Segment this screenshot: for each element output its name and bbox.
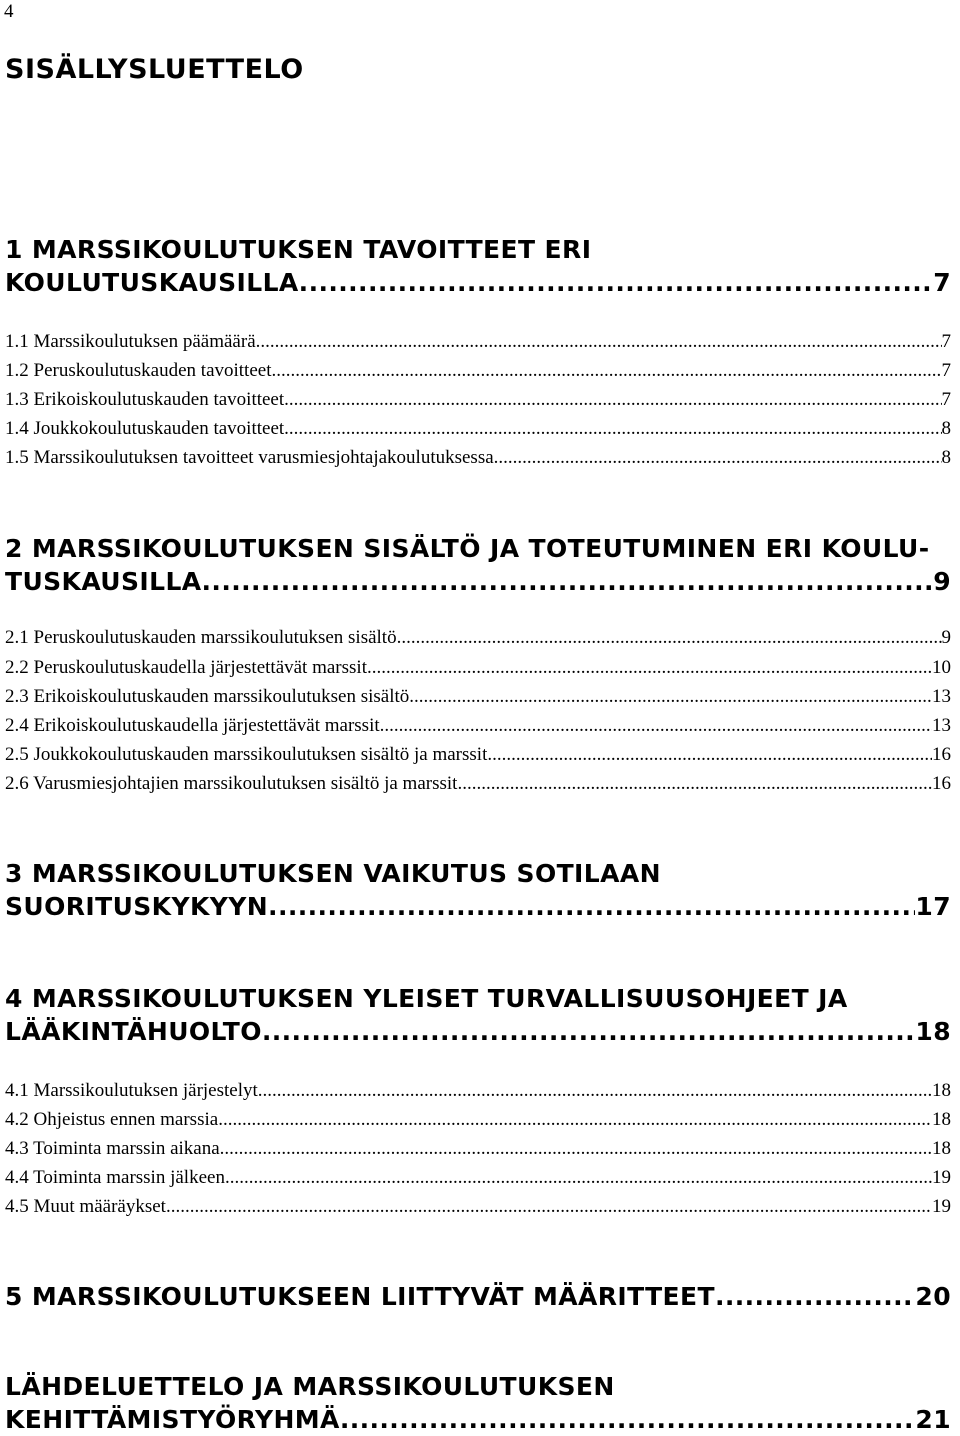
toc-entry-page: 18: [932, 1109, 951, 1130]
toc-entry-label: 2.6 Varusmiesjohtajien marssikoulutuksen sisältö ja marssit: [5, 773, 458, 794]
dot-leader: [202, 565, 934, 598]
toc-heading-1[interactable]: [5, 233, 951, 299]
dot-leader: [494, 446, 942, 470]
toc-entry-label: 1.2 Peruskoulutuskauden tavoitteet: [5, 360, 272, 381]
toc-entry-4-1[interactable]: [5, 1079, 951, 1103]
toc-heading-2-page: 9: [933, 567, 951, 596]
toc-entry-2-2[interactable]: [5, 656, 951, 680]
toc-heading-6-line1: LÄHDELUETTELO JA MARSSIKOULUTUKSEN: [5, 1372, 615, 1401]
toc-heading-2-label: TUSKAUSILLA: [5, 567, 202, 596]
toc-entry-2-5[interactable]: [5, 743, 951, 767]
dot-leader: [284, 388, 941, 412]
toc-entry-page: 19: [932, 1167, 951, 1188]
toc-entry-4-4[interactable]: [5, 1166, 951, 1190]
dot-leader: [284, 417, 941, 441]
toc-entry-4-5[interactable]: [5, 1195, 951, 1219]
toc-heading-4-line1: 4 MARSSIKOULUTUKSEN YLEISET TURVALLISUUSOHJEET JA: [5, 984, 848, 1013]
toc-entry-page: 8: [941, 418, 951, 439]
toc-entry-label: 1.4 Joukkokoulutuskauden tavoitteet: [5, 418, 285, 439]
dot-leader: [220, 1137, 932, 1161]
toc-entry-page: 13: [932, 715, 951, 736]
toc-heading-3-line1: 3 MARSSIKOULUTUKSEN VAIKUTUS SOTILAAN: [5, 859, 661, 888]
toc-heading-1-line2: [5, 266, 951, 299]
toc-entry-2-3[interactable]: [5, 685, 951, 709]
toc-heading-6-label: KEHITTÄMISTYÖRYHMÄ: [5, 1405, 340, 1434]
dot-leader: [218, 1108, 932, 1132]
toc-heading-4-label: LÄÄKINTÄHUOLTO: [5, 1017, 262, 1046]
toc-entry-page: 16: [932, 744, 951, 765]
dot-leader: [340, 1403, 916, 1436]
toc-entry-label: 1.3 Erikoiskoulutuskauden tavoitteet: [5, 389, 285, 410]
toc-heading-1-page: 7: [933, 268, 951, 297]
toc-entry-page: 18: [932, 1138, 951, 1159]
page-number: 4: [4, 1, 14, 22]
toc-entry-label: 4.1 Marssikoulutuksen järjestelyt: [5, 1080, 258, 1101]
dot-leader: [715, 1280, 915, 1313]
toc-heading-4-page: 18: [915, 1017, 951, 1046]
toc-heading-2-line2: [5, 565, 951, 598]
toc-entry-label: 2.2 Peruskoulutuskaudella järjestettävät marssit: [5, 657, 367, 678]
toc-entry-1-1[interactable]: [5, 330, 951, 354]
toc-entry-label: 2.5 Joukkokoulutuskauden marssikoulutuksen sisältö ja marssit: [5, 744, 488, 765]
toc-entry-label: 4.2 Ohjeistus ennen marssia: [5, 1109, 219, 1130]
dot-leader: [225, 1166, 932, 1190]
toc-entry-page: 18: [932, 1080, 951, 1101]
toc-heading-6-line2: [5, 1403, 951, 1436]
toc-entry-label: 2.1 Peruskoulutuskauden marssikoulutuksen sisältö: [5, 627, 397, 648]
toc-entry-2-1[interactable]: [5, 626, 951, 650]
toc-entry-1-2[interactable]: [5, 359, 951, 383]
dot-leader: [299, 266, 934, 299]
dot-leader: [271, 359, 941, 383]
dot-leader: [258, 1079, 932, 1103]
toc-entry-page: 16: [932, 773, 951, 794]
toc-entry-2-6[interactable]: [5, 772, 951, 796]
toc-heading-5-line1: [5, 1280, 951, 1313]
toc-entry-page: 8: [941, 447, 951, 468]
dot-leader: [380, 714, 932, 738]
toc-entry-label: 2.4 Erikoiskoulutuskaudella järjestettävät marssit: [5, 715, 380, 736]
toc-entry-label: 1.1 Marssikoulutuksen päämäärä: [5, 331, 256, 352]
toc-entry-page: 19: [932, 1196, 951, 1217]
dot-leader: [367, 656, 932, 680]
toc-entry-label: 2.3 Erikoiskoulutuskauden marssikoulutuksen sisältö: [5, 686, 410, 707]
page-title: SISÄLLYSLUETTELO: [5, 54, 304, 85]
toc-entry-page: 7: [941, 389, 951, 410]
toc-entry-label: 4.4 Toiminta marssin jälkeen: [5, 1167, 225, 1188]
toc-heading-1-label: KOULUTUSKAUSILLA: [5, 268, 299, 297]
toc-heading-3-label: SUORITUSKYKYYN: [5, 892, 269, 921]
toc-entry-1-5[interactable]: [5, 446, 951, 470]
toc-entry-page: 10: [932, 657, 951, 678]
toc-entry-1-4[interactable]: [5, 417, 951, 441]
toc-heading-3-page: 17: [915, 892, 951, 921]
toc-heading-3[interactable]: [5, 857, 951, 923]
toc-heading-5[interactable]: [5, 1280, 951, 1313]
toc-entry-2-4[interactable]: [5, 714, 951, 738]
dot-leader: [268, 890, 915, 923]
toc-heading-6[interactable]: [5, 1370, 951, 1436]
dot-leader: [397, 626, 942, 650]
dot-leader: [487, 743, 932, 767]
toc-heading-1-line1: 1 MARSSIKOULUTUKSEN TAVOITTEET ERI: [5, 235, 592, 264]
toc-heading-3-line2: [5, 890, 951, 923]
toc-entry-page: 13: [932, 686, 951, 707]
toc-entry-page: 9: [941, 627, 951, 648]
toc-heading-4-line2: [5, 1015, 951, 1048]
toc-entry-4-2[interactable]: [5, 1108, 951, 1132]
toc-entry-page: 7: [941, 360, 951, 381]
toc-heading-4[interactable]: [5, 982, 951, 1048]
toc-entry-label: 4.3 Toiminta marssin aikana: [5, 1138, 220, 1159]
dot-leader: [256, 330, 942, 354]
dot-leader: [457, 772, 932, 796]
toc-entry-page: 7: [941, 331, 951, 352]
toc-entry-4-3[interactable]: [5, 1137, 951, 1161]
toc-entry-label: 1.5 Marssikoulutuksen tavoitteet varusmiesjohtajakoulutuksessa: [5, 447, 494, 468]
toc-entry-label: 4.5 Muut määräykset: [5, 1196, 166, 1217]
toc-heading-6-page: 21: [915, 1405, 951, 1434]
dot-leader: [166, 1195, 932, 1219]
toc-entry-1-3[interactable]: [5, 388, 951, 412]
dot-leader: [409, 685, 932, 709]
toc-heading-5-label: 5 MARSSIKOULUTUKSEEN LIITTYVÄT MÄÄRITTEET: [5, 1282, 715, 1311]
toc-heading-2-line1: 2 MARSSIKOULUTUKSEN SISÄLTÖ JA TOTEUTUMINEN ERI KOULU-: [5, 534, 930, 563]
toc-heading-2[interactable]: [5, 532, 951, 598]
toc-heading-5-page: 20: [915, 1282, 951, 1311]
dot-leader: [262, 1015, 916, 1048]
